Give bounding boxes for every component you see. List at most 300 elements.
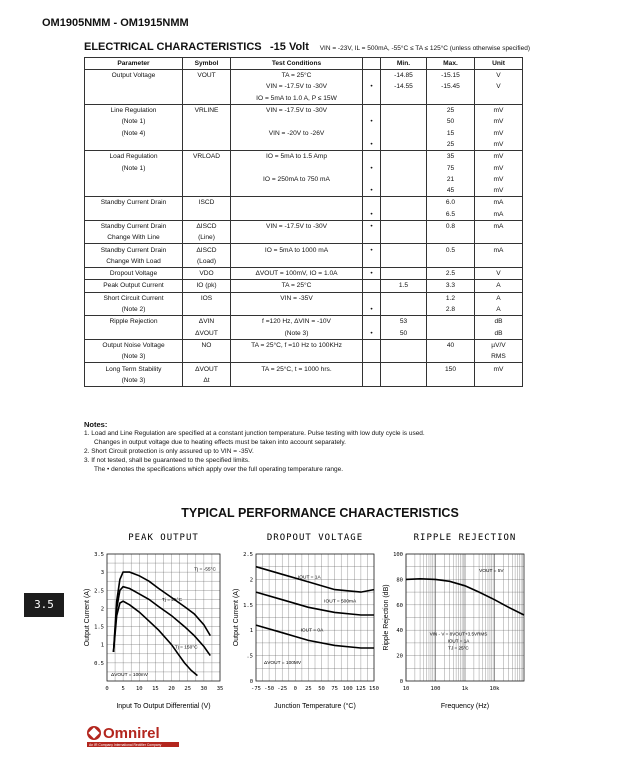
cell-temp-flag: • [363,268,381,280]
cell-temp-flag [363,151,381,163]
cell-min [381,93,427,105]
cell-unit: mA [475,244,523,256]
table-row [85,304,523,316]
cell-parameter: Dropout Voltage [85,268,183,280]
table-row [85,256,523,268]
table-row [85,292,523,304]
cell-unit: mA [475,197,523,209]
cell-symbol: VOUT [183,70,231,82]
cell-parameter [85,209,183,221]
chart-dropout-voltage-xtick: -25 [277,686,288,692]
note-1: 1. Load and Line Regulation are specified at a constant junction temperature. Pulse testing with low duty cycle is used. [84,430,425,437]
document-title: OM1905NMM - OM1915NMM [42,17,189,29]
cell-max: 25 [427,139,475,151]
cell-unit: mV [475,185,523,197]
chart-ripple-rejection-annotation: TJ = 25°C [448,645,469,651]
cell-temp-flag [363,280,381,292]
cell-unit: A [475,292,523,304]
cell-max: 45 [427,185,475,197]
chart-dropout-voltage-xtick: 50 [318,686,325,692]
cell-min [381,268,427,280]
cell-max: 1.2 [427,292,475,304]
chart-dropout-voltage-ytick: 2.5 [243,552,253,558]
chart-dropout-voltage-ylabel: Output Current (A) [233,588,240,647]
cell-min: 1.5 [381,280,427,292]
chart-dropout-voltage-ytick: 2 [249,577,253,584]
chart-peak-output-xtick: 20 [168,686,175,692]
chart-ripple-rejection-ylabel: Ripple Rejection (dB) [383,584,390,651]
table-row [85,197,523,209]
cell-min [381,197,427,209]
cell-parameter: (Note 1) [85,162,183,173]
chart-dropout-voltage-xtick: 25 [305,686,312,692]
cell-unit: dB [475,316,523,328]
cell-conditions: TA = 25°C [231,280,363,292]
table-row [85,220,523,232]
table-row [85,139,523,151]
table-row [85,328,523,340]
cell-symbol [183,81,231,92]
cell-temp-flag [363,104,381,116]
table-row [85,244,523,256]
cell-unit: mA [475,209,523,221]
cell-unit: mV [475,363,523,375]
cell-min [381,174,427,185]
cell-conditions [231,139,363,151]
cell-temp-flag: • [363,209,381,221]
table-header [85,58,523,70]
table-row [85,232,523,244]
cell-symbol: IOS [183,292,231,304]
cell-unit: A [475,304,523,316]
chart-dropout-voltage-xtick: 125 [355,686,366,692]
cell-symbol: VRLINE [183,104,231,116]
chart-dropout-voltage-series-label: IOUT = 500mA [324,599,357,605]
cell-conditions: VIN = -17.5V to -30V [231,81,363,92]
note-bullet-legend: The • denotes the specifications which apply over the full operating temperature range. [94,466,344,473]
table-row [85,116,523,127]
chart-peak-output-ytick: 2 [100,606,104,613]
cell-unit: V [475,81,523,92]
cell-max: 75 [427,162,475,173]
cell-symbol [183,127,231,138]
chart-dropout-voltage-series-label: IOUT = 1A [297,575,321,581]
cell-min: -14.85 [381,70,427,82]
table-row [85,316,523,328]
chart-ripple-rejection-ytick: 40 [396,628,403,635]
cell-temp-flag: • [363,244,381,256]
cell-min [381,116,427,127]
chart-ripple-rejection-xtick: 10k [489,686,500,692]
cell-symbol [183,93,231,105]
cell-max: 6.0 [427,197,475,209]
table-body [85,70,523,387]
cell-conditions: IO = 250mA to 750 mA [231,174,363,185]
chart-ripple-rejection-ytick: 100 [393,552,403,558]
cell-max: 21 [427,174,475,185]
cell-symbol: Δt [183,375,231,387]
chart-peak-output-series-label: Tj = 150°C [174,645,198,651]
cell-unit: RMS [475,351,523,363]
omnirel-logo [86,723,180,748]
cell-min [381,363,427,375]
cell-parameter: Short Circuit Current [85,292,183,304]
chart-dropout-voltage-ytick: 0 [249,679,253,685]
note-3: 3. If not tested, shall be guaranteed to the specified limits. [84,457,250,464]
cell-max [427,351,475,363]
note-1-cont: Changes in output voltage due to heating effects must be taken into account separately. [94,439,346,446]
cell-parameter: Standby Current Drain [85,220,183,232]
cell-temp-flag [363,316,381,328]
chart-ripple-rejection-ytick: 80 [396,577,403,584]
cell-conditions [231,162,363,173]
cell-min [381,220,427,232]
cell-symbol [183,139,231,151]
cell-max: -15.45 [427,81,475,92]
cell-symbol [183,304,231,316]
table-row [85,268,523,280]
cell-unit: dB [475,328,523,340]
cell-max: -15.15 [427,70,475,82]
col-test-conditions: Test Conditions [231,58,363,70]
chart-dropout-voltage-xtick: 75 [331,686,338,692]
col-unit: Unit [475,58,523,70]
cell-temp-flag [363,363,381,375]
notes [84,420,524,474]
cell-unit: mV [475,116,523,127]
cell-temp-flag [363,292,381,304]
table-row [85,70,523,82]
cell-parameter: (Note 2) [85,304,183,316]
chart-peak-output-ytick: 3.5 [94,552,104,558]
cell-symbol: VDO [183,268,231,280]
chart-ripple-rejection-ytick: 0 [399,679,403,685]
cell-min [381,151,427,163]
cell-symbol: VRLOAD [183,151,231,163]
cell-parameter [85,81,183,92]
cell-min [381,104,427,116]
cell-symbol [183,185,231,197]
chart-peak-output-ytick: 1 [100,642,104,649]
chart-peak-output-series-label: Tj = -55°C [194,567,216,573]
cell-conditions: TA = 25°C, f =10 Hz to 100KHz [231,339,363,351]
cell-symbol: ΔVOUT [183,328,231,340]
chart-ripple-rejection-xtick: 100 [430,686,441,692]
chart-ripple-rejection-ytick: 60 [396,602,403,609]
cell-max: 25 [427,104,475,116]
cell-conditions [231,256,363,268]
cell-symbol: ΔVOUT [183,363,231,375]
cell-max: 2.5 [427,268,475,280]
table-row [85,104,523,116]
col-symbol: Symbol [183,58,231,70]
table-row [85,127,523,138]
cell-temp-flag: • [363,139,381,151]
cell-symbol: ISCD [183,197,231,209]
chart-dropout-voltage-ytick: .5 [246,653,253,660]
chart-peak-output-xtick: 10 [135,686,143,692]
cell-temp-flag [363,351,381,363]
cell-symbol: ΔISCD [183,244,231,256]
cell-min [381,139,427,151]
cell-symbol [183,351,231,363]
chart-ripple-rejection-xtick: 10 [402,686,410,692]
chart-peak-output-xtick: 5 [121,686,125,692]
ec-voltage: -15 Volt [269,41,309,53]
cell-parameter: Change With Load [85,256,183,268]
page-number-tab: 3.5 [24,593,64,617]
notes-heading: Notes: [84,420,108,429]
cell-symbol: (Line) [183,232,231,244]
chart-peak-output-title: PEAK OUTPUT [128,533,199,543]
cell-temp-flag: • [363,220,381,232]
cell-conditions: VIN = -35V [231,292,363,304]
chart-dropout-voltage-annotation: ΔVOUT = 100MV [264,661,302,666]
section-title: TYPICAL PERFORMANCE CHARACTERISTICS [181,506,459,520]
cell-parameter: Ripple Rejection [85,316,183,328]
col-parameter: Parameter [85,58,183,70]
cell-temp-flag [363,127,381,138]
cell-conditions: TA = 25°C, t = 1000 hrs. [231,363,363,375]
cell-min [381,209,427,221]
col-max: Max. [427,58,475,70]
cell-max: 0.8 [427,220,475,232]
cell-max [427,232,475,244]
cell-conditions: IO = 5mA to 1.0 A, P ≤ 15W [231,93,363,105]
chart-dropout-voltage-title: DROPOUT VOLTAGE [266,533,364,543]
note-2: 2. Short Circuit protection is only assured up to VIN = -35V. [84,448,254,455]
chart-peak-output-ytick: 0.5 [94,660,104,667]
cell-max [427,256,475,268]
cell-unit [475,256,523,268]
cell-conditions [231,304,363,316]
cell-conditions [231,197,363,209]
cell-parameter [85,185,183,197]
cell-temp-flag: • [363,185,381,197]
table-row [85,162,523,173]
table-row [85,174,523,185]
performance-charts [0,520,640,720]
chart-dropout-voltage-ytick: 1.5 [243,602,253,609]
cell-temp-flag [363,174,381,185]
cell-parameter: Load Regulation [85,151,183,163]
cell-conditions: TA = 25°C [231,70,363,82]
table-row [85,93,523,105]
cell-symbol: NO [183,339,231,351]
table-row [85,209,523,221]
electrical-characteristics-table [84,57,523,387]
cell-temp-flag [363,232,381,244]
cell-min: -14.55 [381,81,427,92]
cell-min: 53 [381,316,427,328]
cell-temp-flag: • [363,116,381,127]
cell-max [427,375,475,387]
cell-temp-flag: • [363,81,381,92]
cell-max: 150 [427,363,475,375]
cell-parameter: (Note 3) [85,351,183,363]
table-row [85,185,523,197]
cell-min [381,244,427,256]
cell-unit [475,93,523,105]
cell-min [381,339,427,351]
cell-max [427,328,475,340]
chart-ripple-rejection-annotation: VIN - V = 8VOUT+3.5VRMS [429,631,488,637]
cell-max: 0.5 [427,244,475,256]
cell-parameter [85,139,183,151]
cell-symbol: ΔISCD [183,220,231,232]
chart-peak-output-series-label: Tj = 25°C [161,598,183,604]
chart-dropout-voltage-xtick: -50 [264,686,275,692]
cell-unit: mA [475,220,523,232]
cell-max [427,316,475,328]
chart-peak-output-ytick: 2.5 [94,588,104,595]
cell-conditions: IO = 5mA to 1.5 Amp [231,151,363,163]
chart-peak-output-xtick: 0 [105,686,109,692]
table-row [85,375,523,387]
cell-symbol [183,162,231,173]
cell-max: 50 [427,116,475,127]
cell-unit: mV [475,174,523,185]
cell-symbol: ΔVIN [183,316,231,328]
logo-subtext: An IR Company International Rectifier Company [89,743,162,747]
chart-peak-output-ytick: 1.5 [94,624,104,631]
cell-unit [475,375,523,387]
cell-parameter: Output Noise Voltage [85,339,183,351]
cell-unit: mV [475,104,523,116]
chart-ripple-rejection-xlabel: Frequency (Hz) [440,703,490,710]
table-header-row [85,58,523,70]
cell-min [381,292,427,304]
cell-symbol: (Load) [183,256,231,268]
cell-min [381,185,427,197]
cell-conditions [231,116,363,127]
cell-min [381,351,427,363]
cell-min [381,375,427,387]
cell-conditions: f =120 Hz, ΔVIN = -10V [231,316,363,328]
cell-symbol [183,209,231,221]
chart-dropout-voltage-ytick: 1 [249,628,253,635]
cell-conditions: (Note 3) [231,328,363,340]
cell-temp-flag [363,70,381,82]
cell-conditions [231,185,363,197]
ec-conditions: VIN = -23V, IL = 500mA, -55°C ≤ TA ≤ 125°C (unless otherwise specified) [319,45,531,52]
chart-ripple-rejection-annotation: IOUT = 1A [447,638,470,644]
chart-peak-output-annotation: ΔVOUT = 100mV [111,673,149,678]
cell-max: 40 [427,339,475,351]
cell-unit: mV [475,127,523,138]
cell-unit: mV [475,162,523,173]
cell-min [381,256,427,268]
cell-symbol [183,174,231,185]
cell-parameter: Peak Output Current [85,280,183,292]
cell-unit: V [475,70,523,82]
chart-dropout-voltage-xtick: 0 [293,686,297,692]
cell-max: 2.8 [427,304,475,316]
cell-parameter: Change With Line [85,232,183,244]
cell-temp-flag [363,256,381,268]
logo-text: Omnirel [103,725,160,742]
table-row [85,151,523,163]
cell-parameter [85,328,183,340]
chart-dropout-voltage-xtick: 150 [369,686,379,692]
cell-max: 6.5 [427,209,475,221]
cell-parameter: Standby Current Drain [85,244,183,256]
cell-temp-flag [363,339,381,351]
cell-parameter: Output Voltage [85,70,183,82]
cell-conditions: VIN = -20V to -26V [231,127,363,138]
cell-temp-flag [363,93,381,105]
table-row [85,351,523,363]
cell-temp-flag: • [363,328,381,340]
cell-temp-flag [363,197,381,209]
table-row [85,81,523,92]
cell-parameter: Line Regulation [85,104,183,116]
cell-max: 3.3 [427,280,475,292]
cell-max: 15 [427,127,475,138]
cell-conditions: VIN = -17.5V to -30V [231,220,363,232]
chart-ripple-rejection-title: RIPPLE REJECTION [413,533,517,543]
ec-title: ELECTRICAL CHARACTERISTICS [84,41,262,53]
chart-dropout-voltage-series-label: IOUT = 0A [300,628,324,634]
cell-temp-flag: • [363,162,381,173]
chart-dropout-voltage-xtick: 100 [342,686,353,692]
cell-unit: mV [475,151,523,163]
electrical-characteristics-heading [84,41,530,53]
cell-min [381,232,427,244]
cell-parameter: Standby Current Drain [85,197,183,209]
chart-ripple-rejection-xtick: 1k [461,686,469,692]
cell-max: 35 [427,151,475,163]
chart-peak-output-ylabel: Output Current (A) [84,588,91,647]
cell-parameter [85,93,183,105]
chart-peak-output-ytick: 3 [100,570,104,577]
cell-unit: µV/V [475,339,523,351]
cell-min [381,127,427,138]
cell-parameter: (Note 4) [85,127,183,138]
chart-ripple-rejection-ytick: 20 [396,653,403,660]
cell-min [381,162,427,173]
cell-parameter [85,174,183,185]
cell-unit: A [475,280,523,292]
table-row [85,280,523,292]
chart-peak-output-xtick: 25 [184,686,192,692]
chart-peak-output-xtick: 15 [152,686,159,692]
table-row [85,339,523,351]
cell-unit: V [475,268,523,280]
cell-conditions [231,232,363,244]
cell-parameter: (Note 3) [85,375,183,387]
cell-symbol: IO (pk) [183,280,231,292]
cell-temp-flag: • [363,304,381,316]
cell-conditions: ΔVOUT = 100mV, IO = 1.0A [231,268,363,280]
cell-max [427,93,475,105]
table-row [85,363,523,375]
cell-conditions [231,375,363,387]
cell-unit: mV [475,139,523,151]
cell-temp-flag [363,375,381,387]
cell-min: 50 [381,328,427,340]
cell-parameter: (Note 1) [85,116,183,127]
cell-parameter: Long Term Stability [85,363,183,375]
col-temp-flag [363,58,381,70]
cell-conditions [231,351,363,363]
cell-unit [475,232,523,244]
cell-conditions: VIN = -17.5V to -30V [231,104,363,116]
chart-ripple-rejection-annotation-top: VOUT = 5V [479,568,504,574]
cell-symbol [183,116,231,127]
chart-peak-output-xtick: 35 [216,686,224,692]
chart-dropout-voltage-xlabel: Junction Temperature (°C) [274,703,356,710]
